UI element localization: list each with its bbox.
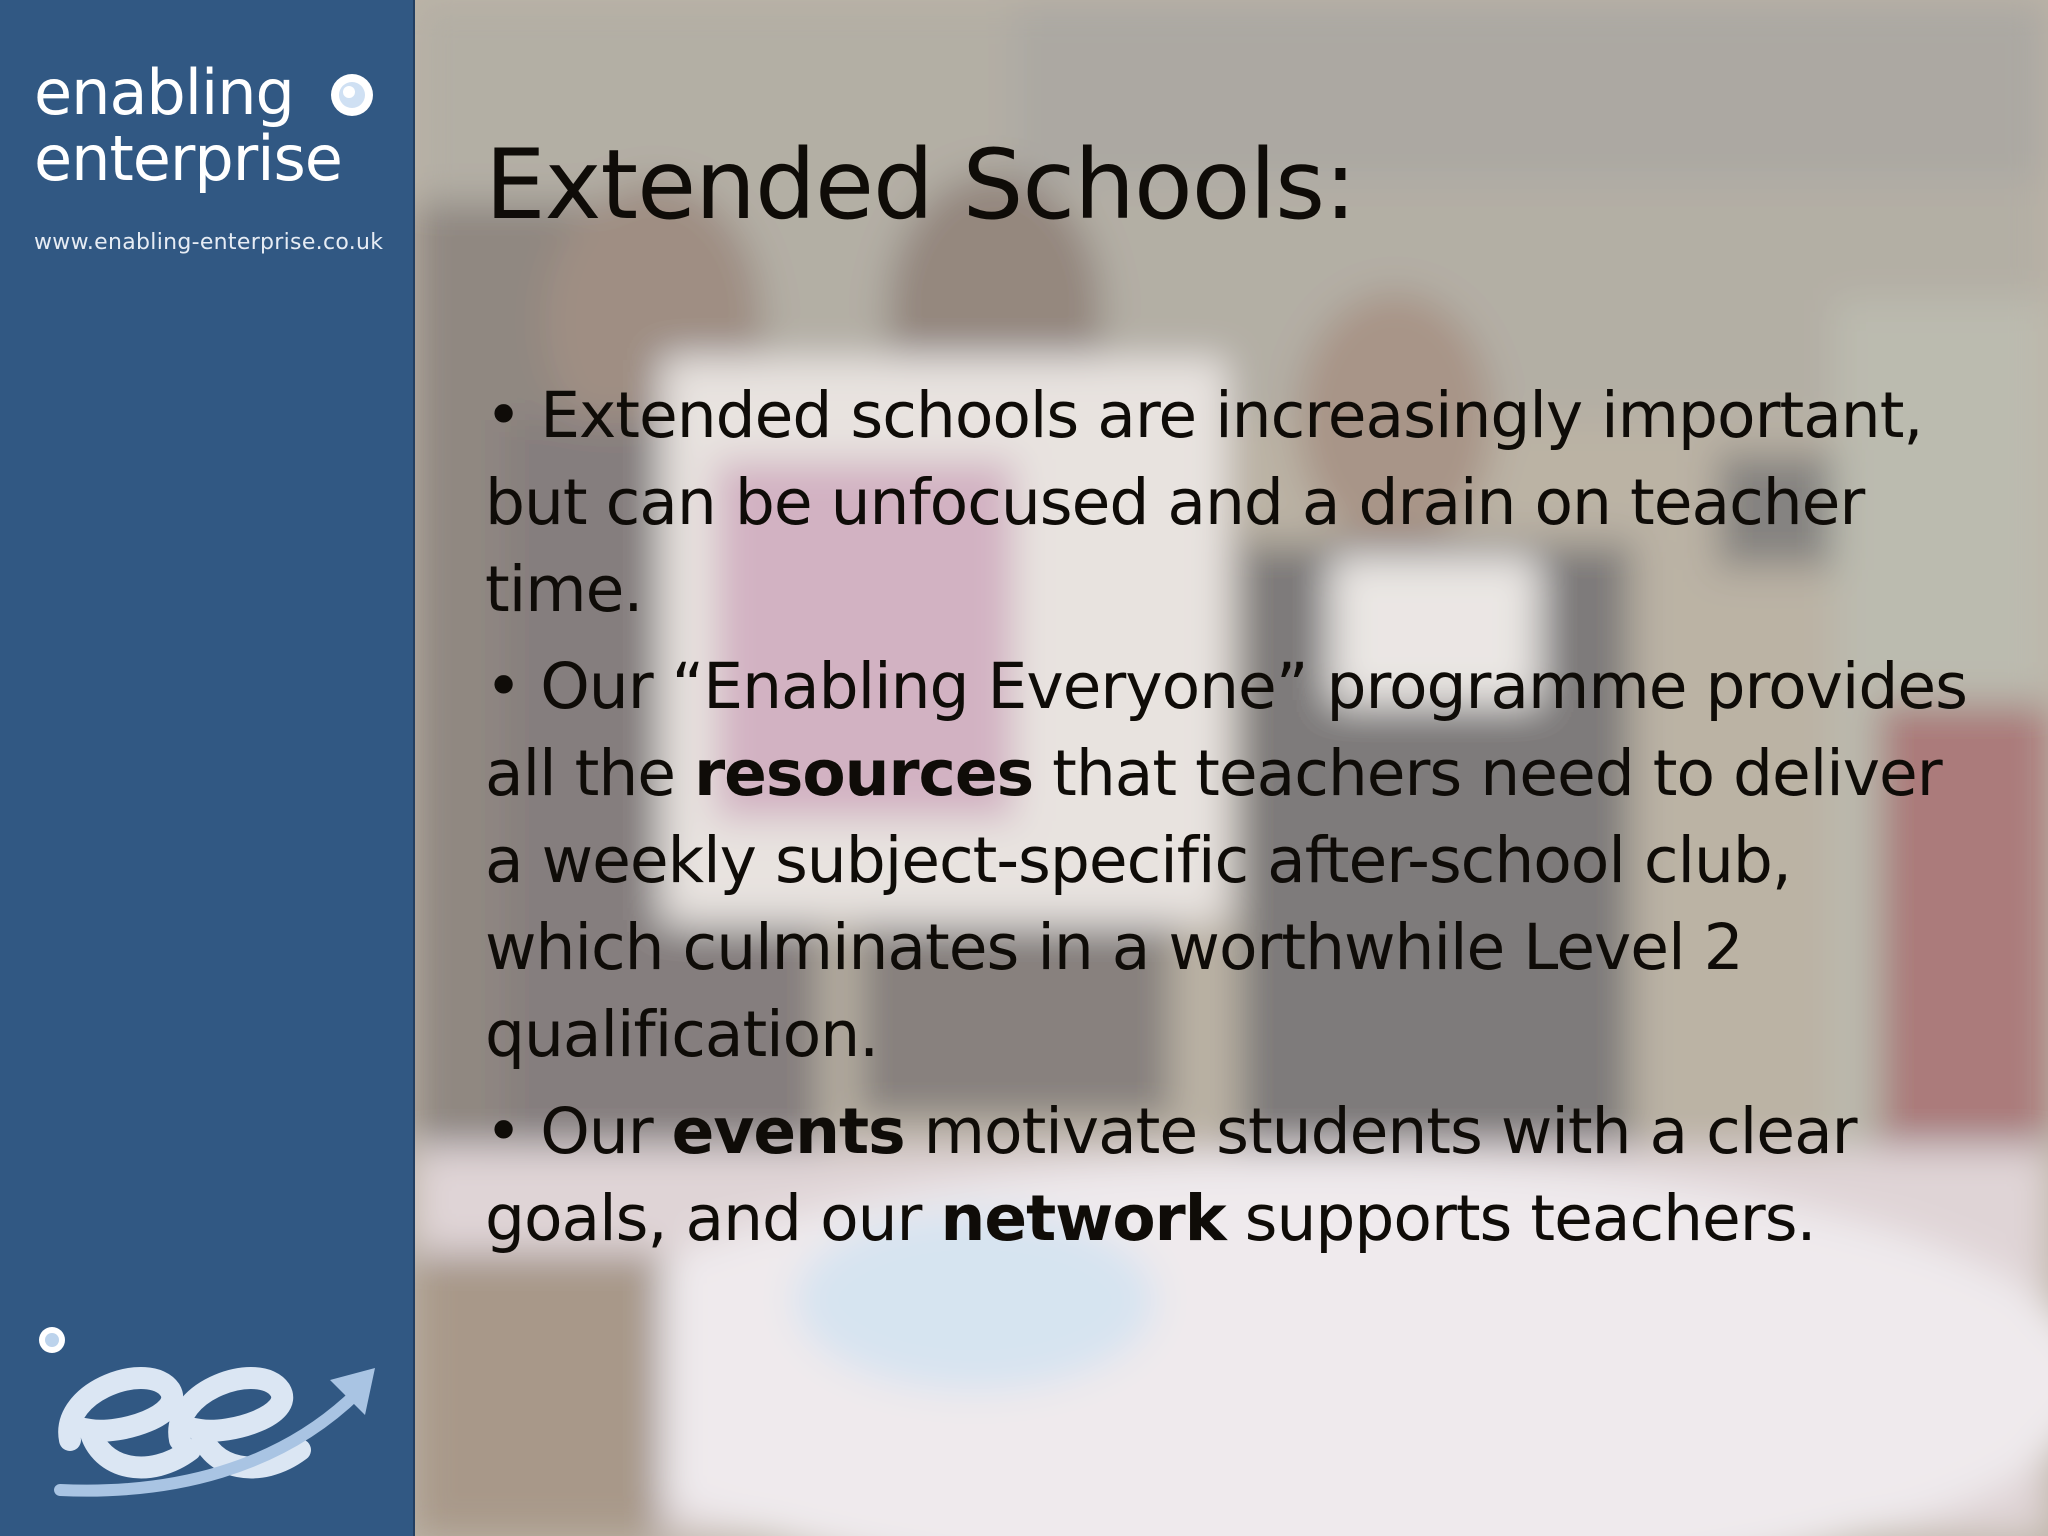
- ee-logo-icon: [30, 1320, 390, 1500]
- bullet-item: [485, 1088, 1985, 1262]
- brand-url: www.enabling-enterprise.co.uk: [34, 230, 384, 255]
- bullet-text: supports teachers.: [1225, 1182, 1816, 1255]
- bullet-text: Our: [540, 1095, 672, 1168]
- bullet-text: Our “Enabling Everyone” programme provides all the: [485, 650, 1967, 810]
- bullet-bold-resources: resources: [694, 737, 1034, 810]
- bullet-text: motivate students with a clear goals, and our: [485, 1095, 1857, 1255]
- bullet-item: [485, 643, 1985, 1078]
- brand-logo: [34, 56, 394, 210]
- bullet-text: that teachers need to deliver a weekly subject-specific after-school club, which culminates in a worthwhile Level 2 qualification.: [485, 737, 1942, 1071]
- brand-sidebar: [0, 0, 415, 1536]
- bullet-marker: •: [485, 379, 541, 452]
- bullet-text: Extended schools are increasingly important, but can be unfocused and a drain on teacher time.: [485, 379, 1923, 626]
- logo-dot-icon: [327, 70, 377, 120]
- bullet-item: [485, 372, 1985, 633]
- bullet-marker: •: [485, 650, 541, 723]
- bullet-bold-events: events: [671, 1095, 905, 1168]
- bullet-bold-network: network: [940, 1182, 1226, 1255]
- slide-title: Extended Schools:: [485, 129, 1356, 241]
- brand-name-line2: enterprise: [34, 122, 342, 195]
- brand-name-line1: enabling: [34, 56, 294, 129]
- slide-bullet-list: [485, 372, 1985, 1272]
- bullet-marker: •: [485, 1095, 541, 1168]
